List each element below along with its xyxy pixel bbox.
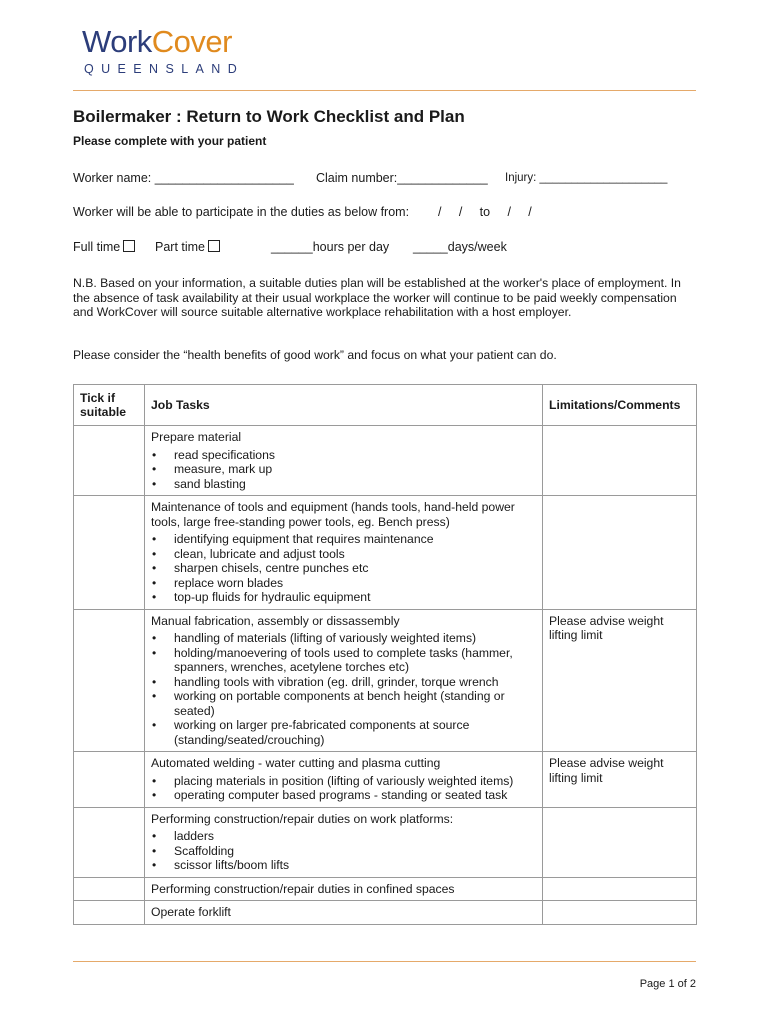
limitation-cell[interactable] xyxy=(543,426,697,496)
task-item: • replace worn blades xyxy=(151,576,536,591)
task-list xyxy=(151,532,536,605)
task-item: • holding/manoevering of tools used to complete tasks (hammer, spanners, wrenches, acetylene torches etc) xyxy=(151,646,536,675)
task-item: • clean, lubricate and adjust tools xyxy=(151,547,536,562)
task-item: • identifying equipment that requires maintenance xyxy=(151,532,536,547)
part-time-checkbox[interactable] xyxy=(208,240,220,252)
task-heading: Manual fabrication, assembly or dissassembly xyxy=(151,613,400,628)
task-item: • ladders xyxy=(151,829,536,844)
task-heading: Maintenance of tools and equipment (hands tools, hand-held power tools, large free-standing power tools, eg. Bench press) xyxy=(151,500,515,529)
table-row xyxy=(74,807,697,877)
task-item: • sharpen chisels, centre punches etc xyxy=(151,561,536,576)
part-time-label: Part time xyxy=(155,240,206,254)
task-cell xyxy=(145,807,543,877)
task-list xyxy=(151,829,536,873)
limitation-cell[interactable]: Please advise weight lifting limit xyxy=(543,609,697,752)
table-row xyxy=(74,496,697,610)
tick-cell[interactable] xyxy=(74,496,145,610)
task-heading: Performing construction/repair duties in confined spaces xyxy=(151,881,455,896)
job-tasks-table xyxy=(73,384,697,925)
task-item: • working on larger pre-fabricated components at source (standing/seated/crouching) xyxy=(151,718,536,747)
days-per-week-field[interactable]: _____days/week xyxy=(413,240,507,254)
task-item: • handling tools with vibration (eg. drill, grinder, torque wrench xyxy=(151,675,536,690)
injury-field[interactable]: Injury: ____________________ xyxy=(505,172,668,184)
table-row xyxy=(74,901,697,925)
hours-per-day-field[interactable]: ______hours per day xyxy=(271,240,390,254)
header-divider xyxy=(73,90,696,91)
workcover-logo xyxy=(82,26,244,76)
table-row xyxy=(74,752,697,808)
page-title: Boilermaker : Return to Work Checklist and Plan xyxy=(73,107,465,126)
footer-divider xyxy=(73,961,696,962)
limitation-cell[interactable] xyxy=(543,877,697,901)
table-row xyxy=(74,877,697,901)
claim-number-field[interactable]: Claim number:_____________ xyxy=(316,171,488,185)
page-subtitle: Please complete with your patient xyxy=(73,134,267,148)
limitation-cell[interactable] xyxy=(543,807,697,877)
table-header-row xyxy=(74,385,697,426)
tick-cell[interactable] xyxy=(74,807,145,877)
tick-cell[interactable] xyxy=(74,426,145,496)
task-item: • working on portable components at bench height (standing or seated) xyxy=(151,689,536,718)
tick-cell[interactable] xyxy=(74,877,145,901)
task-item: • sand blasting xyxy=(151,477,536,492)
task-heading: Prepare material xyxy=(151,430,242,444)
header-job-tasks: Job Tasks xyxy=(145,385,543,426)
task-item: • measure, mark up xyxy=(151,462,536,477)
task-heading: Automated welding - water cutting and plasma cutting xyxy=(151,756,441,770)
full-time-label: Full time xyxy=(73,240,121,254)
task-cell xyxy=(145,877,543,901)
limitation-cell[interactable] xyxy=(543,901,697,925)
consider-paragraph: Please consider the “health benefits of good work” and focus on what your patient can do. xyxy=(73,348,557,362)
task-item: • placing materials in position (lifting of variously weighted items) xyxy=(151,774,536,789)
full-time-option[interactable] xyxy=(73,240,135,254)
tick-cell[interactable] xyxy=(74,609,145,752)
task-item: • read specifications xyxy=(151,448,536,463)
date-range-field[interactable]: / / to / / xyxy=(438,205,532,219)
task-list xyxy=(151,631,536,747)
task-heading: Operate forklift xyxy=(151,905,231,919)
task-item: • handling of materials (lifting of variously weighted items) xyxy=(151,631,536,646)
task-item: • Scaffolding xyxy=(151,844,536,859)
task-cell xyxy=(145,426,543,496)
table-row xyxy=(74,609,697,752)
full-time-checkbox[interactable] xyxy=(123,240,135,252)
logo-region: QUEENSLAND xyxy=(84,62,245,76)
task-item: • operating computer based programs - standing or seated task xyxy=(151,788,536,803)
nb-paragraph: N.B. Based on your information, a suitable duties plan will be established at the worker's place of employment. In the absence of task availability at their usual workplace the worker will continue to be paid weekly compensation and WorkCover will source suitable alternative workplace rehabilitation with a host employer. xyxy=(73,276,681,319)
task-item: • scissor lifts/boom lifts xyxy=(151,858,536,873)
task-cell xyxy=(145,609,543,752)
limitation-cell[interactable] xyxy=(543,496,697,610)
part-time-option[interactable] xyxy=(155,240,220,254)
participation-label: Worker will be able to participate in the duties as below from: xyxy=(73,205,410,219)
worker-name-field[interactable]: Worker name: ____________________ xyxy=(73,171,294,185)
task-cell xyxy=(145,901,543,925)
task-heading: Performing construction/repair duties on work platforms: xyxy=(151,811,454,826)
header-limitations: Limitations/Comments xyxy=(543,385,697,426)
header-tick: Tick if suitable xyxy=(74,385,145,426)
task-cell xyxy=(145,496,543,610)
page-number: Page 1 of 2 xyxy=(639,978,696,990)
task-list xyxy=(151,448,536,492)
table-row xyxy=(74,426,697,496)
task-item: • top-up fluids for hydraulic equipment xyxy=(151,590,536,605)
limitation-cell[interactable]: Please advise weight lifting limit xyxy=(543,752,697,808)
tick-cell[interactable] xyxy=(74,901,145,925)
task-cell xyxy=(145,752,543,808)
logo-wordmark: WorkCover xyxy=(82,24,232,59)
tick-cell[interactable] xyxy=(74,752,145,808)
task-list xyxy=(151,774,536,803)
